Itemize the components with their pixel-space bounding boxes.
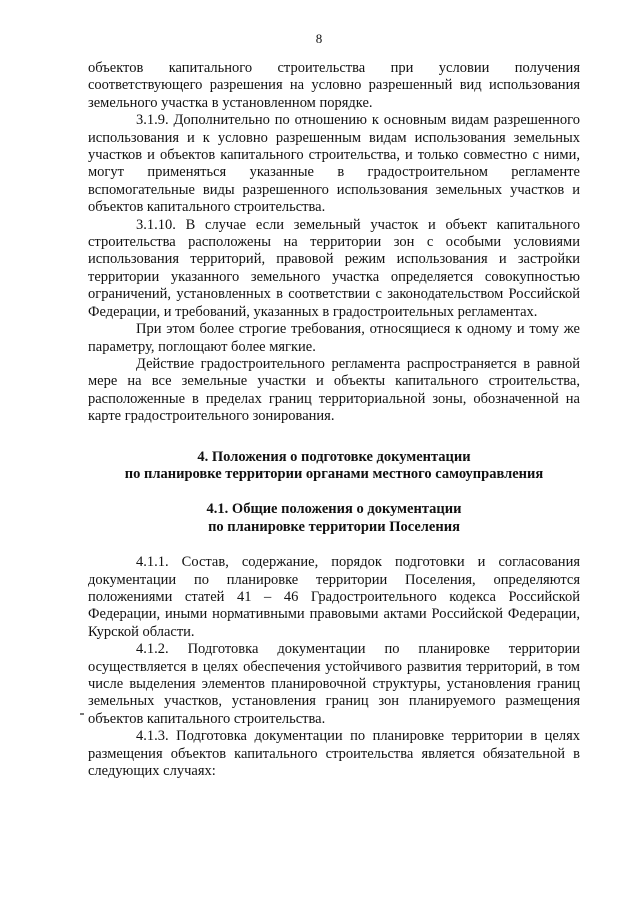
- subsection-heading-line-1: 4.1. Общие положения о документации: [206, 501, 462, 518]
- section-heading-line-2: по планировке территории органами местного самоуправления: [124, 465, 544, 482]
- paragraph-4-1-1: 4.1.1. Состав, содержание, порядок подготовки и согласования документации по планировке территории Поселения, определяются положениями статей 41 – 46 Градостроительного кодекса Российской Федерации, иными нормативными правовыми актами Российской Федерации, Курской области.: [88, 554, 580, 640]
- subsection-heading-line-2: по планировке территории Поселения: [208, 518, 460, 535]
- paragraph-4-1-2: 4.1.2. Подготовка документации по планировке территории осуществляется в целях обеспечения устойчивого развития территорий, в том числе выделения элементов планировочной структуры, установления границ земельных участков, установления границ зон планируемого размещения объектов капитального строительства.: [88, 641, 580, 727]
- section-heading-line-1: 4. Положения о подготовке документации: [197, 448, 471, 465]
- margin-mark: [80, 713, 84, 715]
- paragraph-3-1-9: 3.1.9. Дополнительно по отношению к основным видам разрешенного использования и к условно разрешенным видам использования земельных участков и объектов капитального строительства, и только совместно с ними, могут применяться указанные в градостроительном регламенте вспомогательные виды разрешенного использования земельных участков и объектов капитального строительства.: [88, 112, 580, 216]
- paragraph-3-1-10: 3.1.10. В случае если земельный участок и объект капитального строительства расположены на территории зон с особыми условиями использования территорий, правовой режим использования и застройки территории указанного земельного участка определяется совокупностью ограничений, установленных в соответствии с законодательством Российской Федерации, и требований, указанных в градостроительных регламентах.: [88, 216, 580, 320]
- paragraph-regulation-scope: Действие градостроительного регламента распространяется в равной мере на все земельные участки и объекты капитального строительства, расположенные в пределах границ территориальной зоны, обозначенной на карте градостроительного зонирования.: [88, 355, 580, 425]
- paragraph-continuation: объектов капитального строительства при условии получения соответствующего разрешения на условно разрешенный вид использования земельного участка в установленном порядке.: [88, 60, 580, 111]
- paragraph-strict-requirements: При этом более строгие требования, относящиеся к одному и тому же параметру, поглощают более мягкие.: [88, 321, 580, 355]
- subsection-heading: [88, 501, 580, 536]
- document-body: [88, 60, 580, 780]
- page-number: 8: [315, 31, 323, 46]
- paragraph-4-1-3: 4.1.3. Подготовка документации по планировке территории в целях размещения объектов капитального строительства является обязательной в следующих случаях:: [88, 728, 580, 780]
- section-heading: [88, 449, 580, 484]
